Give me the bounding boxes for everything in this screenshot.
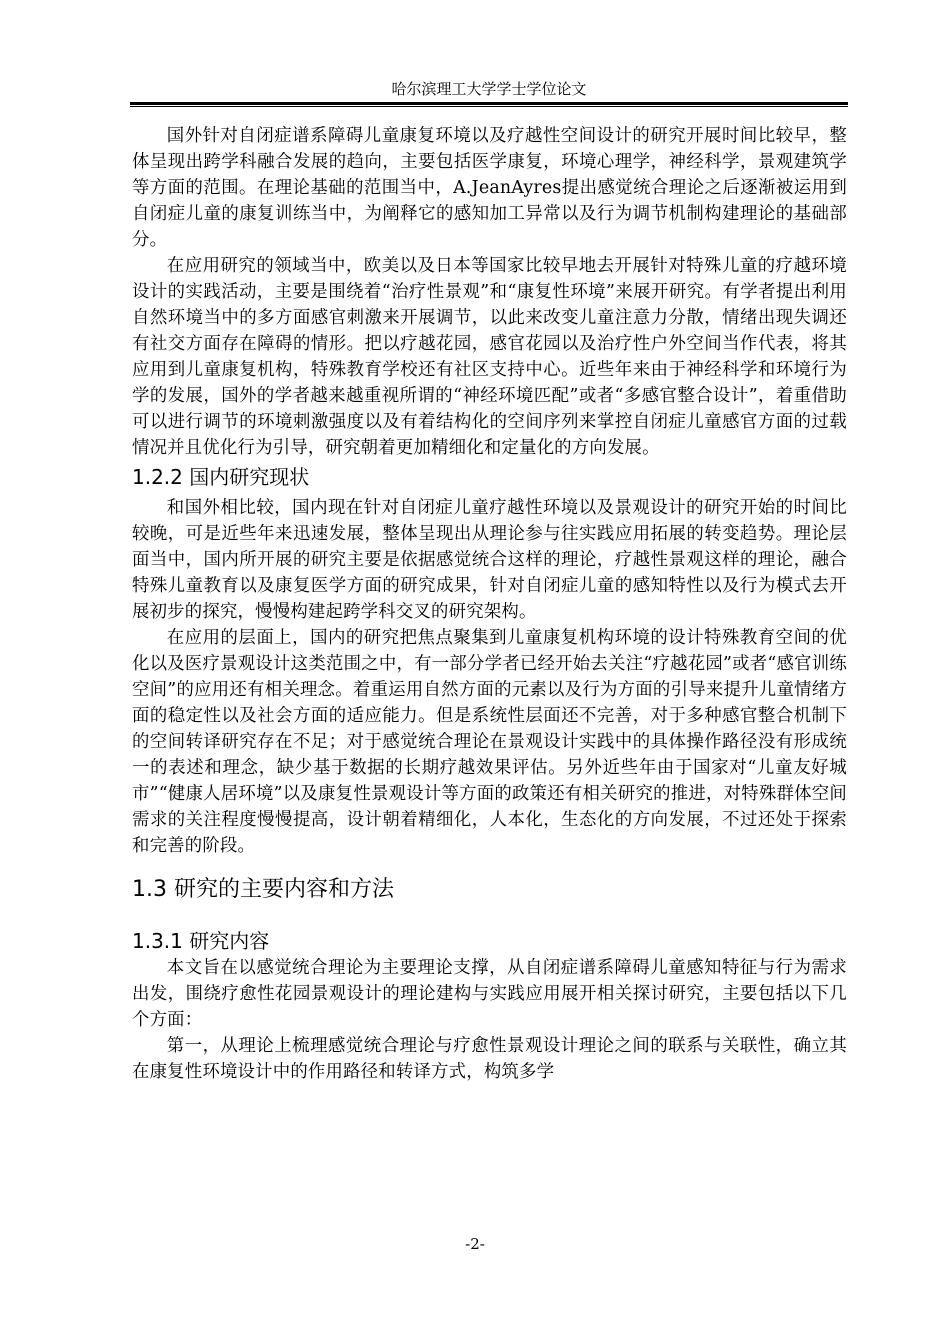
paragraph-foreign-application: 在应用研究的领域当中，欧美以及日本等国家比较早地去开展针对特殊儿童的疗越环境设计的实践活动，主要是围绕着“治疗性景观”和“康复性环境”来展开研究。有学者提出利用自然环境当中的多方面感官刺激来开展调节，以此来改变儿童注意力分散，情绪出现失调还有社交方面存在障碍的情形。把以疗越花园，感官花园以及治疗性户外空间当作代表，将其应用到儿童康复机构，特殊教育学校还有社区支持中心。近些年来由于神经科学和环境行为学的发展，国外的学者越来越重视所谓的“神经环境匹配”或者“多感官整合设计”，着重借助可以进行调节的环境刺激强度以及有着结构化的空间序列来掌控自闭症儿童感官方面的过载情况并且优化行为引导，研究朝着更加精细化和定量化的方向发展。 — [132, 256, 847, 458]
paragraph-domestic-research: 和国外相比较，国内现在针对自闭症儿童疗越性环境以及景观设计的研究开始的时间比较晚，可是近些年来迅速发展，整体呈现出从理论参与往实践应用拓展的转变趋势。理论层面当中，国内所开展的研究主要是依据感觉统合这样的理论，疗越性景观这样的理论，融合特殊儿童教育以及康复医学方面的研究成果，针对自闭症儿童的感知特性以及行为模式去开展初步的探究，慢慢构建起跨学科交叉的研究架构。 — [132, 498, 847, 622]
paragraph-research-content: 本文旨在以感觉统合理论为主要理论支撑，从自闭症谱系障碍儿童感知特征与行为需求出发，围绕疗愈性花园景观设计的理论建构与实践应用展开相关探讨研究，主要包括以下几个方面： — [132, 958, 847, 1030]
page-body — [132, 123, 847, 1085]
paragraph-foreign-research: 国外针对自闭症谱系障碍儿童康复环境以及疗越性空间设计的研究开展时间比较早，整体呈现出跨学科融合发展的趋向，主要包括医学康复，环境心理学，神经科学，景观建筑学等方面的范围。在理论基础的范围当中，A.JeanAyres提出感觉统合理论之后逐渐被运用到自闭症儿童的康复训练当中，为阐释它的感知加工异常以及行为调节机制构建理论的基础部分。 — [132, 126, 847, 250]
paragraph-first-point: 第一，从理论上梳理感觉统合理论与疗愈性景观设计理论之间的联系与关联性，确立其在康复性环境设计中的作用路径和转译方式，构筑多学 — [132, 1036, 847, 1082]
section-heading-1-3: 1.3 研究的主要内容和方法 — [132, 877, 394, 902]
section-heading-1-3-1: 1.3.1 研究内容 — [132, 929, 270, 953]
section-heading-1-2-2: 1.2.2 国内研究现状 — [132, 465, 310, 489]
paragraph-domestic-application: 在应用的层面上，国内的研究把焦点聚集到儿童康复机构环境的设计特殊教育空间的优化以及医疗景观设计这类范围之中，有一部分学者已经开始去关注“疗越花园”或者“感官训练空间”的应用还有相关理念。着重运用自然方面的元素以及行为方面的引导来提升儿童情绪方面的稳定性以及社会方面的适应能力。但是系统性层面还不完善，对于多种感官整合机制下的空间转译研究存在不足；对于感觉统合理论在景观设计实践中的具体操作路径没有形成统一的表述和理念，缺少基于数据的长期疗越效果评估。另外近些年由于国家对“儿童友好城市”“健康人居环境”以及康复性景观设计等方面的政策还有相关研究的推进，对特殊群体空间需求的关注程度慢慢提高，设计朝着精细化，人本化，生态化的方向发展，不过还处于探索和完善的阶段。 — [132, 628, 847, 856]
running-header: 哈尔滨理工大学学士学位论文 — [391, 80, 587, 98]
header-rule — [130, 102, 848, 107]
page-number: -2- — [465, 1235, 485, 1253]
